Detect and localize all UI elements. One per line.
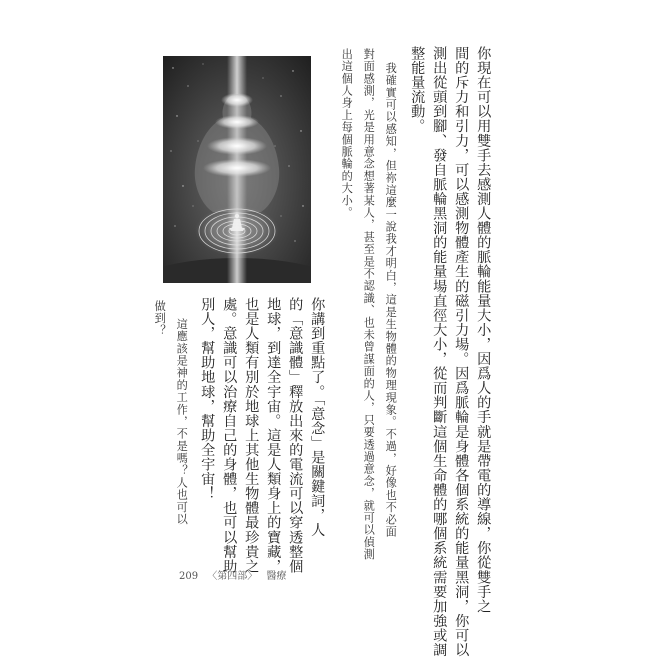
note-line: 這應該是神的工作，不是嗎？人也可以 bbox=[175, 318, 189, 526]
paragraph-line: 間的斥力和引力，可以感測物體產生的磁引力場。因爲脈輪是身體各個系統的能量黑洞，你可以 bbox=[453, 46, 470, 657]
chapter-label: 醫療 bbox=[266, 571, 287, 582]
note-line: 我確實可以感知，但祢這麼一說我才明白，這是生物體的物理現象。不過，好像也不必面 bbox=[384, 62, 398, 538]
paragraph-line: 你講到重點了。「意念」是關鍵詞，人 bbox=[309, 297, 326, 538]
paragraph-line: 你現在可以用雙手去感測人體的脈輪能量大小，因爲人的手就是帶電的導線，你從雙手之 bbox=[475, 46, 492, 614]
paragraph-line: 也是人類有別於地球上其他生物體最珍貴之 bbox=[243, 297, 260, 574]
paragraph-line: 測出從頭到腳、發自脈輪黑洞的能量場直徑大小，從而判斷這個生命體的哪個系統需要加強或調 bbox=[431, 46, 448, 657]
paragraph-line: 地球，到達全宇宙。這是人類身上的寶藏， bbox=[265, 297, 282, 574]
page-footer bbox=[179, 567, 292, 582]
part-label: 〈第四部〉 bbox=[207, 571, 258, 582]
note-line: 出這個人身上每個脈輪的大小。 bbox=[340, 48, 354, 219]
paragraph-line: 處。意識可以治療自己的身體，也可以幫助 bbox=[221, 297, 238, 574]
paragraph-line: 別人，幫助地球，幫助全宇宙！ bbox=[199, 297, 216, 501]
note-line: 做到？ bbox=[153, 300, 167, 337]
chakra-meditation-figure-image bbox=[163, 56, 311, 283]
paragraph-line: 的「意識體」釋放出來的電流可以穿透整個 bbox=[287, 297, 304, 574]
note-line: 對面感測，光是用意念想著某人，甚至是不認識、也未曾謀面的人，只要透過意念，就可以偵測 bbox=[362, 48, 376, 561]
page-number: 209 bbox=[179, 571, 199, 582]
paragraph-line: 整能量流動。 bbox=[409, 46, 426, 134]
